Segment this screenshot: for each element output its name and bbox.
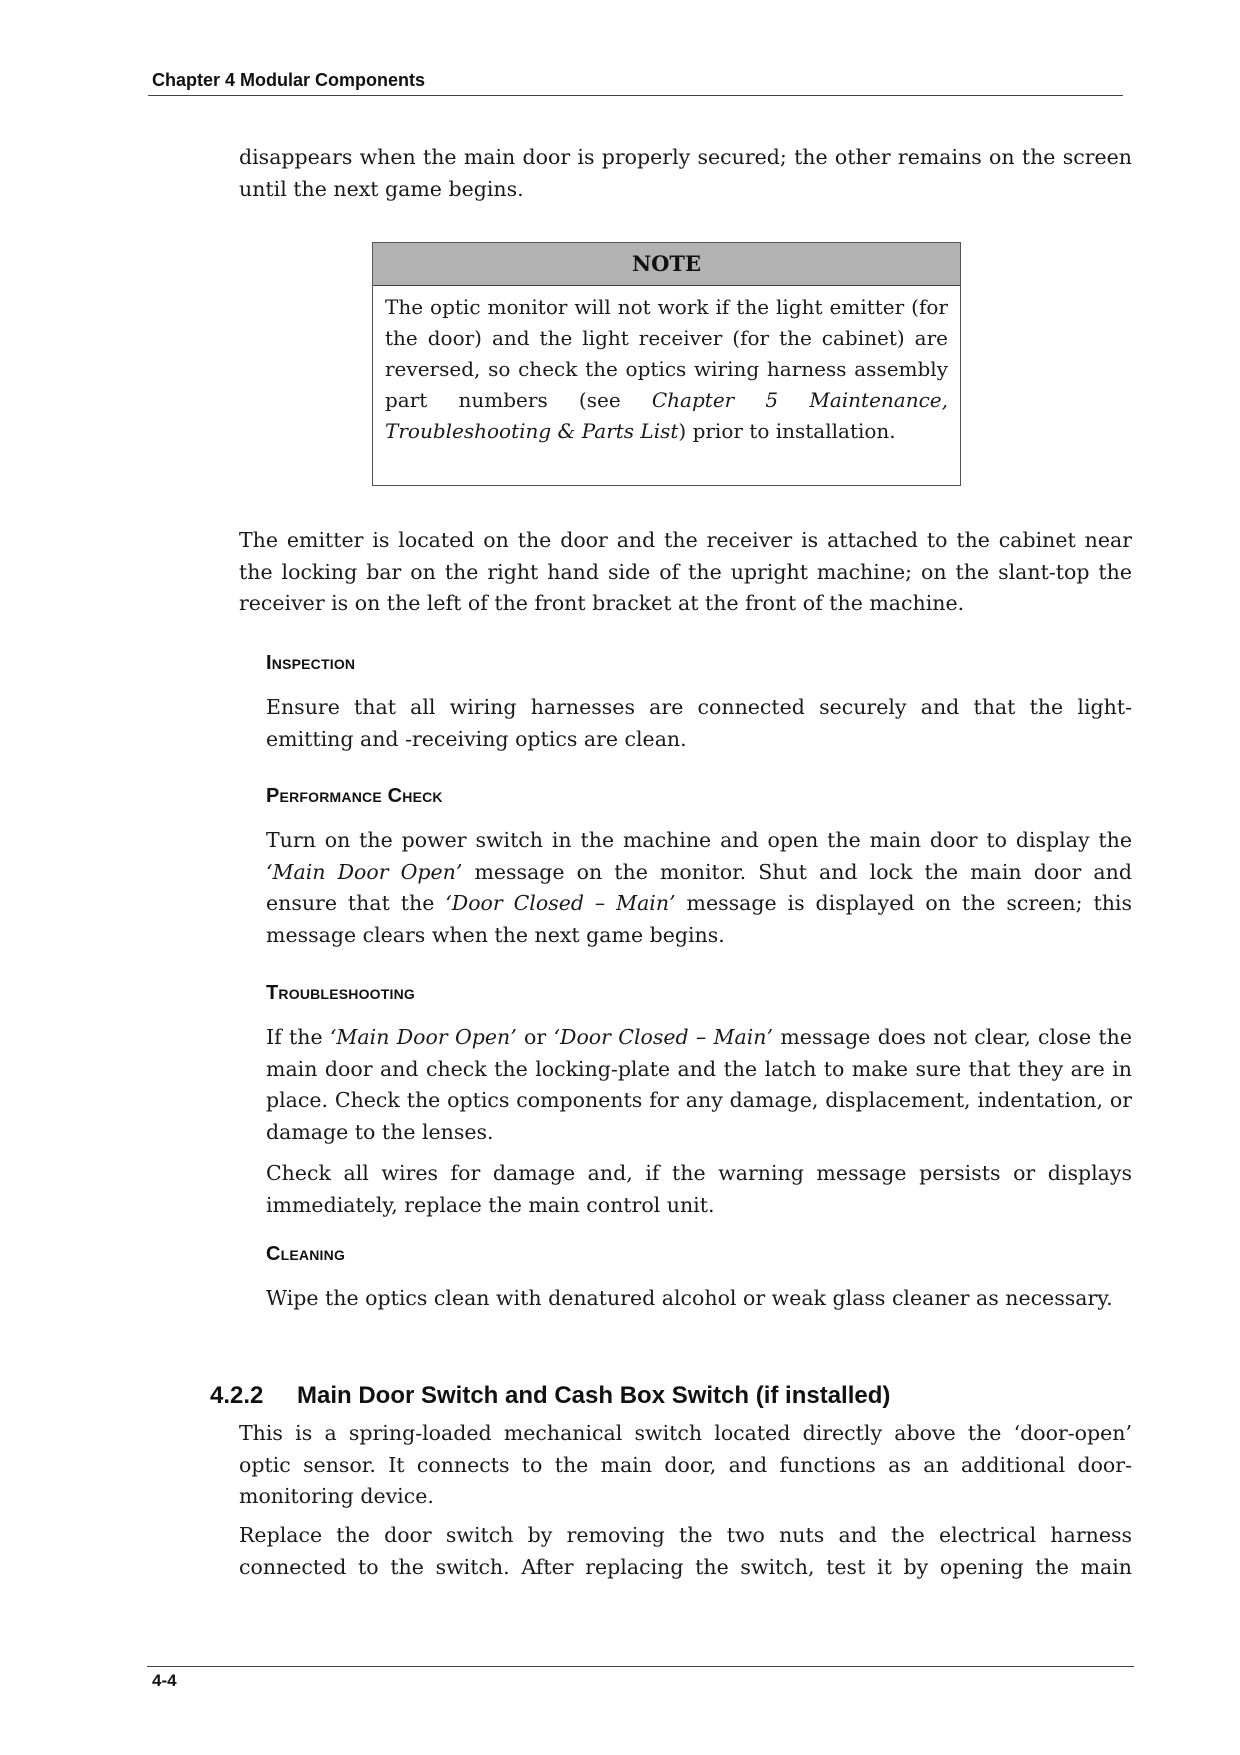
note-text-after: ) prior to installation. <box>678 419 896 443</box>
section-422-paragraph-1 <box>239 1418 1132 1513</box>
troubleshooting-text-1: If the <box>266 1025 330 1049</box>
performance-check-paragraph <box>266 825 1132 951</box>
inspection-text: Ensure that all wiring harnesses are connected securely and that the light-emitting and -receiving optics are clean. <box>266 695 1132 751</box>
emitter-paragraph <box>239 525 1132 620</box>
door-closed-main-message: ‘Door Closed – Main’ <box>445 891 676 915</box>
emitter-paragraph-text: The emitter is located on the door and the receiver is attached to the cabinet near the locking bar on the right hand side of the upright machine; on the slant-top the receiver is on the left of the front bracket at the front of the machine. <box>239 528 1132 615</box>
section-422-text-2: Replace the door switch by removing the two nuts and the electrical harness connected to the switch. After replacing the switch, test it by opening the main <box>239 1523 1132 1579</box>
note-body <box>373 286 960 447</box>
performance-text-3: message is displayed on the screen; this message clears when the next game begins. <box>266 891 1132 947</box>
cleaning-heading: Cleaning <box>266 1243 346 1265</box>
troubleshooting-heading: Troubleshooting <box>266 982 415 1004</box>
note-text-before: The optic monitor will not work if the light emitter (for the door) and the light receiver (for the cabinet) are reversed, so check the optics wiring harness assembly part numbers (see <box>385 295 948 412</box>
main-door-open-message: ‘Main Door Open’ <box>329 1025 517 1049</box>
note-box <box>372 242 961 486</box>
cleaning-text: Wipe the optics clean with denatured alcohol or weak glass cleaner as necessary. <box>266 1286 1113 1310</box>
section-422-text-1: This is a spring-loaded mechanical switch located directly above the ‘door-open’ optic sensor. It connects to the main door, and functions as an additional door-monitoring device. <box>239 1421 1132 1508</box>
page-number: 4-4 <box>152 1671 177 1690</box>
section-heading-4-2-2 <box>210 1382 890 1410</box>
troubleshooting-paragraph-1 <box>266 1022 1132 1148</box>
performance-text-1: Turn on the power switch in the machine and open the main door to display the <box>266 828 1132 852</box>
intro-paragraph <box>239 142 1132 205</box>
door-closed-main-message: ‘Door Closed – Main’ <box>553 1025 774 1049</box>
intro-paragraph-text: disappears when the main door is properly secured; the other remains on the screen until the next game begins. <box>239 145 1132 201</box>
note-title: NOTE <box>373 243 960 286</box>
troubleshooting-text-3: message does not clear, close the main door and check the locking-plate and the latch to make sure that they are in place. Check the optics components for any damage, displacement, indentation, or damage to the lenses. <box>266 1025 1132 1144</box>
inspection-heading: Inspection <box>266 652 356 674</box>
performance-text-2: message on the monitor. Shut and lock the main door and ensure that the <box>266 859 1132 915</box>
cleaning-paragraph <box>266 1283 1132 1315</box>
troubleshooting-paragraph-2 <box>266 1158 1132 1221</box>
troubleshooting-text-2: or <box>516 1025 554 1049</box>
running-header-chapter-title: Chapter 4 Modular Components <box>152 70 426 90</box>
section-title: Main Door Switch and Cash Box Switch (if installed) <box>297 1382 891 1409</box>
inspection-paragraph <box>266 692 1132 755</box>
section-422-paragraph-2 <box>239 1520 1132 1583</box>
section-number: 4.2.2 <box>210 1382 264 1409</box>
note-chapter-reference: Chapter 5 Maintenance, Troubleshooting & Parts List <box>385 388 948 443</box>
troubleshooting-text-p2: Check all wires for damage and, if the warning message persists or displays immediately, replace the main control unit. <box>266 1161 1132 1217</box>
footer-rule <box>147 1666 1134 1667</box>
header-rule <box>148 95 1123 96</box>
performance-check-heading: Performance Check <box>266 785 443 807</box>
main-door-open-message: ‘Main Door Open’ <box>266 859 463 884</box>
